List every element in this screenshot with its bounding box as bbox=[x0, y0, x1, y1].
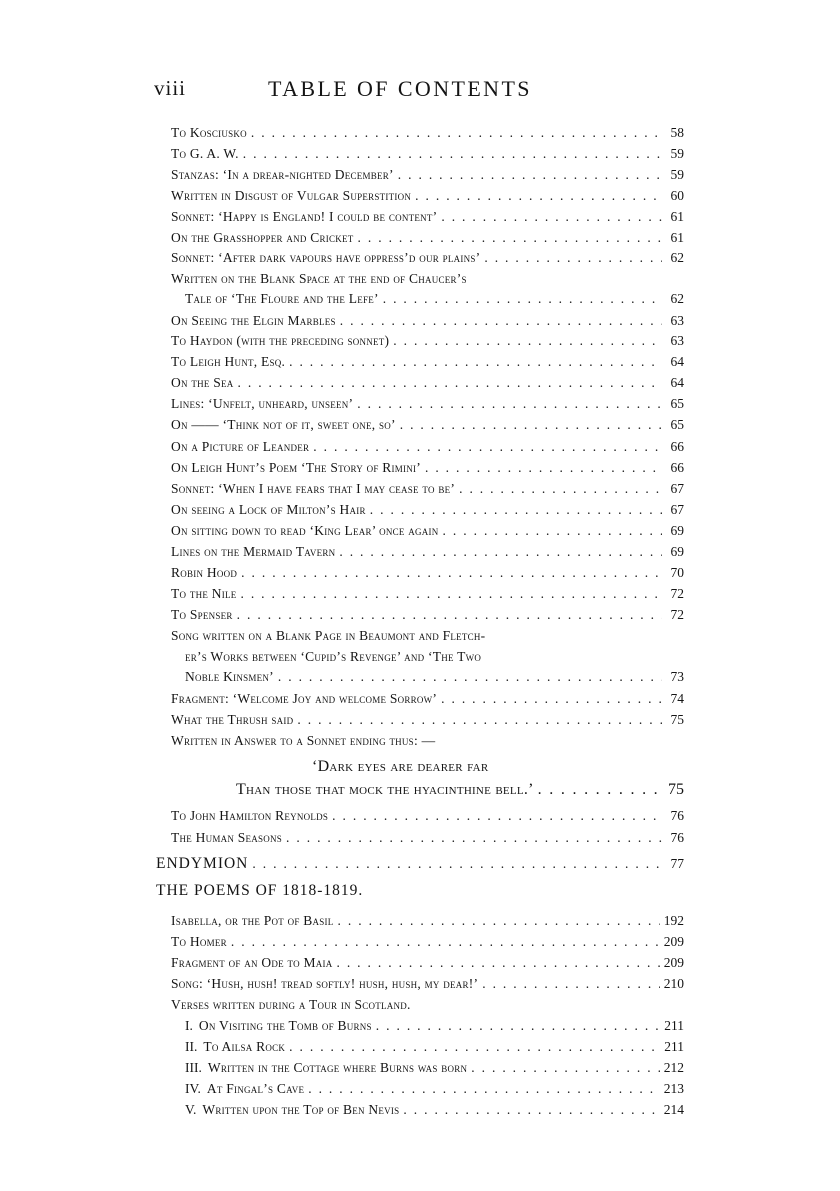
dot-leader bbox=[538, 779, 662, 801]
dot-leader bbox=[443, 520, 662, 542]
toc-entry bbox=[0, 562, 840, 584]
toc-entry bbox=[0, 756, 840, 778]
dot-leader bbox=[338, 910, 660, 932]
toc-entry bbox=[0, 1015, 840, 1037]
toc-entry bbox=[0, 520, 840, 542]
entry-title: To Ailsa Rock bbox=[203, 1039, 286, 1054]
entry-title: Verses written during a Tour in Scotland. bbox=[171, 997, 411, 1012]
entry-title: Isabella, or the Pot of Basil bbox=[171, 913, 334, 928]
toc-entry bbox=[0, 1036, 840, 1058]
dot-leader bbox=[482, 973, 660, 995]
toc-entry bbox=[0, 164, 840, 186]
entry-title: What the Thrush said bbox=[171, 712, 294, 727]
entry-page-number: 63 bbox=[670, 313, 684, 328]
toc-entry bbox=[0, 268, 840, 290]
entry-page-number: 67 bbox=[670, 502, 684, 517]
entry-page-number: 65 bbox=[670, 396, 684, 411]
entry-page-number: 64 bbox=[670, 375, 684, 390]
toc-entry bbox=[0, 436, 840, 458]
entry-numeral: V. bbox=[185, 1102, 197, 1117]
toc-entry bbox=[0, 973, 840, 995]
entry-page-number: 66 bbox=[670, 460, 684, 475]
toc-entry bbox=[0, 931, 840, 953]
toc-entry bbox=[0, 952, 840, 974]
dot-leader bbox=[286, 827, 662, 849]
toc-entry bbox=[0, 880, 840, 902]
entry-page-number: 214 bbox=[663, 1102, 684, 1117]
entry-title: Written in Disgust of Vulgar Superstition bbox=[171, 188, 412, 203]
entry-title: Written on the Blank Space at the end of Chaucer’s bbox=[171, 271, 467, 286]
dot-leader bbox=[289, 351, 662, 373]
dot-leader bbox=[241, 562, 662, 584]
toc-entry bbox=[0, 206, 840, 228]
entry-title: On sitting down to read ‘King Lear’ once again bbox=[171, 523, 439, 538]
entry-title: ENDYMION bbox=[156, 855, 249, 872]
dot-leader bbox=[459, 478, 662, 500]
entry-title: Sonnet: ‘After dark vapours have oppress’d our plains’ bbox=[171, 250, 481, 265]
entry-numeral: IV. bbox=[185, 1081, 201, 1096]
toc-entry bbox=[0, 1099, 840, 1121]
entry-page-number: 60 bbox=[670, 188, 684, 203]
toc-entry bbox=[0, 457, 840, 479]
page-header bbox=[154, 76, 694, 106]
dot-leader bbox=[471, 1057, 659, 1079]
entry-page-number: 77 bbox=[670, 856, 684, 871]
entry-page-number: 69 bbox=[670, 523, 684, 538]
dot-leader bbox=[400, 414, 662, 436]
entry-page-number: 75 bbox=[668, 781, 684, 798]
toc-entry bbox=[0, 478, 840, 500]
entry-title: On seeing a Lock of Milton’s Hair bbox=[171, 502, 366, 517]
dot-leader bbox=[339, 541, 662, 563]
entry-page-number: 210 bbox=[663, 976, 684, 991]
dot-leader bbox=[237, 604, 662, 626]
toc-entry bbox=[0, 646, 840, 668]
dot-leader bbox=[240, 583, 662, 605]
toc-entry bbox=[0, 994, 840, 1016]
entry-title: Lines on the Mermaid Tavern bbox=[171, 544, 336, 559]
entry-title: To G. A. W. bbox=[171, 146, 239, 161]
entry-page-number: 62 bbox=[670, 250, 684, 265]
entry-page-number: 59 bbox=[670, 167, 684, 182]
toc-entry bbox=[0, 827, 840, 849]
dot-leader bbox=[289, 1036, 660, 1058]
entry-page-number: 212 bbox=[663, 1060, 684, 1075]
entry-title: Fragment: ‘Welcome Joy and welcome Sorrow’ bbox=[171, 691, 438, 706]
toc-entry bbox=[0, 779, 840, 801]
entry-title: Song: ‘Hush, hush! tread softly! hush, hush, my dear!’ bbox=[171, 976, 479, 991]
toc-entry bbox=[0, 583, 840, 605]
toc-entry bbox=[0, 910, 840, 932]
entry-page-number: 213 bbox=[663, 1081, 684, 1096]
entry-page-number: 211 bbox=[664, 1018, 684, 1033]
toc-entry bbox=[0, 393, 840, 415]
entry-title: Sonnet: ‘Happy is England! I could be content’ bbox=[171, 209, 438, 224]
entry-title: On the Grasshopper and Cricket bbox=[171, 230, 354, 245]
toc-entry bbox=[0, 1078, 840, 1100]
dot-leader bbox=[297, 709, 662, 731]
entry-title: er’s Works between ‘Cupid’s Revenge’ and ‘The Two bbox=[185, 649, 482, 664]
entry-numeral: I. bbox=[185, 1018, 193, 1033]
dot-leader bbox=[243, 143, 662, 165]
entry-title: Sonnet: ‘When I have fears that I may cease to be’ bbox=[171, 481, 456, 496]
toc-entry bbox=[0, 853, 840, 875]
entry-title: Written in the Cottage where Burns was born bbox=[207, 1060, 468, 1075]
dot-leader bbox=[441, 688, 662, 710]
entry-title: Song written on a Blank Page in Beaumont and Fletch- bbox=[171, 628, 486, 643]
toc-entry bbox=[0, 625, 840, 647]
entry-page-number: 76 bbox=[670, 830, 684, 845]
entry-title: Tale of ‘The Floure and the Lefe’ bbox=[185, 291, 379, 306]
entry-title: To Spenser bbox=[171, 607, 233, 622]
entry-page-number: 61 bbox=[670, 230, 684, 245]
toc-entry bbox=[0, 805, 840, 827]
entry-title: On the Sea bbox=[171, 375, 234, 390]
dot-leader bbox=[332, 805, 662, 827]
entry-page-number: 59 bbox=[670, 146, 684, 161]
toc-entry bbox=[0, 541, 840, 563]
entry-page-number: 58 bbox=[670, 125, 684, 140]
dot-leader bbox=[425, 457, 662, 479]
dot-leader bbox=[252, 853, 662, 875]
entry-title: On Leigh Hunt’s Poem ‘The Story of Rimini’ bbox=[171, 460, 421, 475]
dot-leader bbox=[336, 952, 659, 974]
entry-page-number: 70 bbox=[670, 565, 684, 580]
entry-title: Written in Answer to a Sonnet ending thus: — bbox=[171, 733, 436, 748]
entry-page-number: 64 bbox=[670, 354, 684, 369]
entry-page-number: 61 bbox=[670, 209, 684, 224]
dot-leader bbox=[357, 393, 662, 415]
entry-title: To Haydon (with the preceding sonnet) bbox=[171, 333, 390, 348]
entry-title: ‘Dark eyes are dearer far bbox=[312, 758, 489, 775]
dot-leader bbox=[238, 372, 663, 394]
toc-entry bbox=[0, 310, 840, 332]
entry-title: On Visiting the Tomb of Burns bbox=[198, 1018, 372, 1033]
entry-page-number: 74 bbox=[670, 691, 684, 706]
entry-page-number: 69 bbox=[670, 544, 684, 559]
entry-title: To Leigh Hunt, Esq. bbox=[171, 354, 286, 369]
toc-entry bbox=[0, 351, 840, 373]
entry-page-number: 67 bbox=[670, 481, 684, 496]
entry-page-number: 63 bbox=[670, 333, 684, 348]
entry-title: At Fingal’s Cave bbox=[206, 1081, 305, 1096]
entry-page-number: 211 bbox=[664, 1039, 684, 1054]
entry-title: On Seeing the Elgin Marbles bbox=[171, 313, 336, 328]
entry-page-number: 75 bbox=[670, 712, 684, 727]
toc-entry bbox=[0, 122, 840, 144]
entry-title: THE POEMS OF 1818-1819. bbox=[156, 882, 364, 899]
page-number: viii bbox=[154, 76, 187, 100]
toc-entry bbox=[0, 604, 840, 626]
entry-page-number: 192 bbox=[663, 913, 684, 928]
toc-entry bbox=[0, 709, 840, 731]
entry-title: To Kosciusko bbox=[171, 125, 247, 140]
dot-leader bbox=[376, 1015, 660, 1037]
dot-leader bbox=[358, 227, 662, 249]
entry-title: Stanzas: ‘In a drear-nighted December’ bbox=[171, 167, 394, 182]
entry-page-number: 66 bbox=[670, 439, 684, 454]
entry-title: Than those that mock the hyacinthine bell.’ bbox=[236, 781, 534, 798]
entry-title: To Homer bbox=[171, 934, 227, 949]
toc-entry bbox=[0, 414, 840, 436]
entry-page-number: 73 bbox=[670, 669, 684, 684]
dot-leader bbox=[415, 185, 662, 207]
toc-entry bbox=[0, 227, 840, 249]
toc-entry bbox=[0, 499, 840, 521]
toc-entry bbox=[0, 1057, 840, 1079]
entry-title: The Human Seasons bbox=[171, 830, 283, 845]
dot-leader bbox=[383, 288, 662, 310]
entry-title: Noble Kinsmen’ bbox=[185, 669, 274, 684]
dot-leader bbox=[278, 666, 662, 688]
toc-entry bbox=[0, 666, 840, 688]
dot-leader bbox=[441, 206, 662, 228]
dot-leader bbox=[308, 1078, 660, 1100]
toc-entry bbox=[0, 688, 840, 710]
entry-page-number: 62 bbox=[670, 291, 684, 306]
entry-title: Robin Hood bbox=[171, 565, 238, 580]
entry-title: To the Nile bbox=[171, 586, 237, 601]
toc-entry bbox=[0, 247, 840, 269]
toc-entry bbox=[0, 185, 840, 207]
entry-page-number: 65 bbox=[670, 417, 684, 432]
entry-title: Written upon the Top of Ben Nevis bbox=[202, 1102, 400, 1117]
dot-leader bbox=[398, 164, 662, 186]
entry-title: On —— ‘Think not of it, sweet one, so’ bbox=[171, 417, 396, 432]
toc-entry bbox=[0, 330, 840, 352]
dot-leader bbox=[403, 1099, 659, 1121]
entry-page-number: 72 bbox=[670, 607, 684, 622]
page-title: TABLE OF CONTENTS bbox=[268, 76, 532, 101]
entry-page-number: 209 bbox=[663, 934, 684, 949]
entry-title: Lines: ‘Unfelt, unheard, unseen’ bbox=[171, 396, 354, 411]
dot-leader bbox=[251, 122, 662, 144]
entry-title: Fragment of an Ode to Maia bbox=[171, 955, 333, 970]
entry-title: To John Hamilton Reynolds bbox=[171, 808, 329, 823]
toc-entry bbox=[0, 143, 840, 165]
dot-leader bbox=[340, 310, 662, 332]
entry-numeral: II. bbox=[185, 1039, 198, 1054]
entry-numeral: III. bbox=[185, 1060, 202, 1075]
toc-entry bbox=[0, 288, 840, 310]
dot-leader bbox=[370, 499, 662, 521]
entry-page-number: 72 bbox=[670, 586, 684, 601]
dot-leader bbox=[484, 247, 662, 269]
entry-page-number: 209 bbox=[663, 955, 684, 970]
entry-title: On a Picture of Leander bbox=[171, 439, 310, 454]
entry-page-number: 76 bbox=[670, 808, 684, 823]
dot-leader bbox=[313, 436, 662, 458]
toc-entry bbox=[0, 730, 840, 752]
dot-leader bbox=[393, 330, 662, 352]
toc-entry bbox=[0, 372, 840, 394]
dot-leader bbox=[231, 931, 660, 953]
